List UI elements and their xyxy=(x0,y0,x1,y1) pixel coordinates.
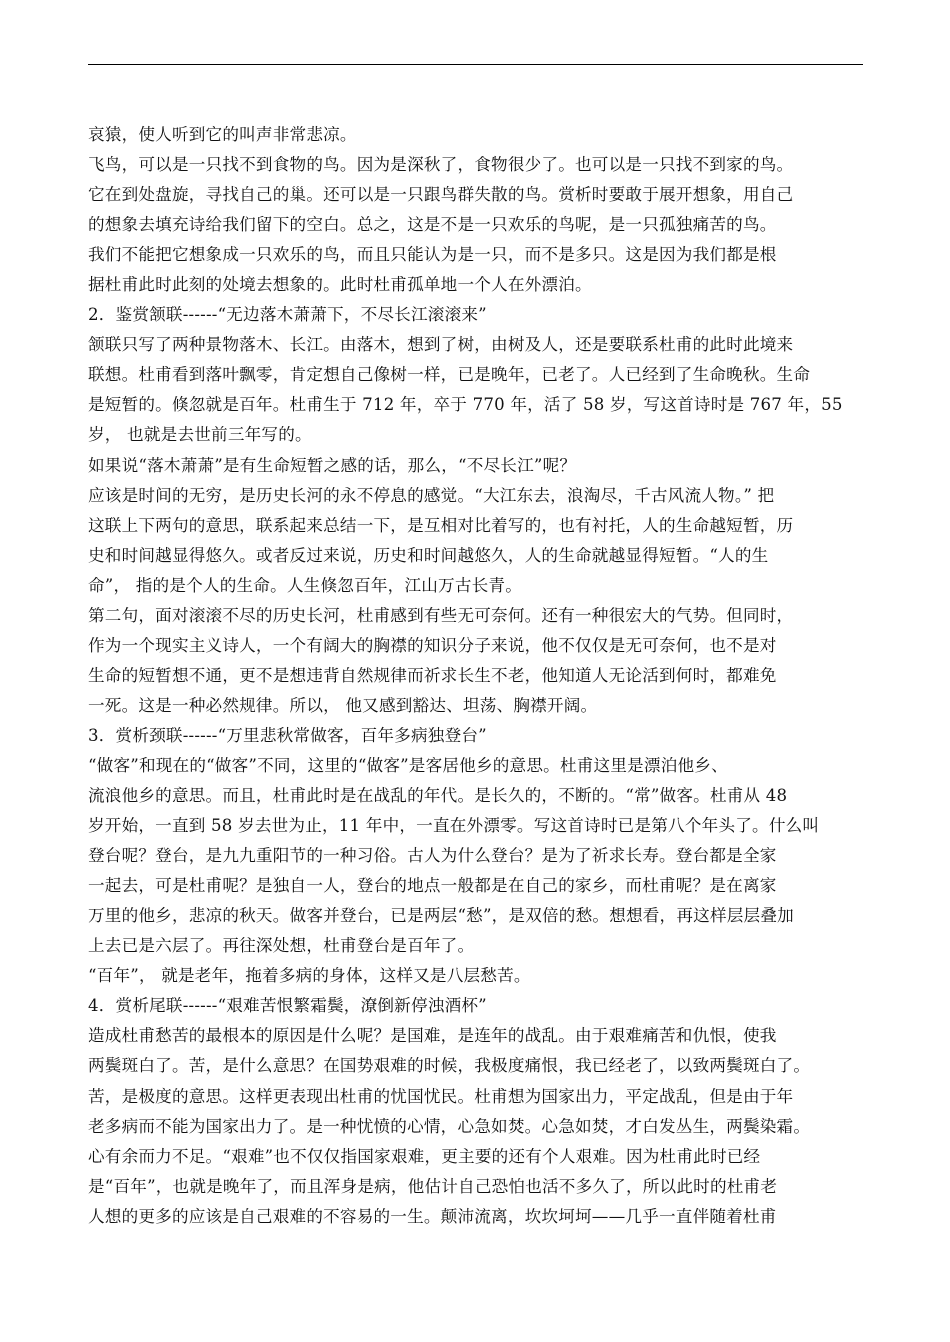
paragraph-flying-bird: 飞鸟，可以是一只找不到食物的鸟。因为是深秋了，食物很少了。也可以是一只找不到家的鸟。 它在到处盘旋，寻找自己的巢。还可以是一只跟鸟群失散的鸟。赏析时要敢于展开想象，用自己 的想象去填充诗给我们留下的空白。总之，这是不是一只欢乐的鸟呢，是一只孤独痛苦的鸟。 我们不能把它想象成一只欢乐的鸟，而且只能认为是一只，而不是多只。这是因为我们都是根 据杜甫此时此刻的处境去想象的。此时杜甫孤单地一个人在外漂泊。 xyxy=(88,155,794,295)
paragraph-time-infinite: 应该是时间的无穷，是历史长河的永不停息的感觉。“大江东去，浪淘尽，千古风流人物。” 把 这联上下两句的意思，联系起来总结一下，是互相对比着写的，也有衬托，人的生命越短暂，历 史和时间越显得悠久。或者反过来说，历史和时间越悠久，人的生命就越显得短暂。“人的生 命”， 指的是个人的生命。人生倏忽百年，江山万古长青。 xyxy=(88,485,794,595)
section-heading-2: 2．鉴赏颔联------“无边落木萧萧下，不尽长江滚滚来” xyxy=(88,305,487,325)
paragraph-zuoke: “做客”和现在的“做客”不同，这里的“做客”是客居他乡的意思。杜甫这里是漂泊他乡、 流浪他乡的意思。而且，杜甫此时是在战乱的年代。是长久的，不断的。“常”做客。杜甫从 48 岁开始，一直到 58 岁去世为止，11 年中，一直在外漂零。写这首诗时已是第八个年头了。什么叫 登台呢？登台，是九九重阳节的一种习俗。古人为什么登台？是为了祈求长寿。登台都是全家 一起去，可是杜甫呢？是独自一人，登台的地点一般都是在自己的家乡，而杜甫呢？是在离家 万里的他乡，悲凉的秋天。做客并登台，已是两层“愁”，是双倍的愁。想想看，再这样层层叠加 上去已是六层了。再往深处想，杜甫登台是百年了。 xyxy=(88,755,820,956)
document-body xyxy=(88,120,863,1232)
section-heading-4: 4．赏析尾联------“艰难苦恨繁霜鬓，潦倒新停浊酒杯” xyxy=(88,996,487,1016)
paragraph-second-line: 第二句，面对滚滚不尽的历史长河，杜甫感到有些无可奈何。还有一种很宏大的气势。但同时， 作为一个现实主义诗人，一个有阔大的胸襟的知识分子来说，他不仅仅是无可奈何，也不是对 生命的短暂想不通，更不是想违背自然规律而祈求长生不老，他知道人无论活到何时，都难免 一死。这是一种必然规律。所以， 他又感到豁达、坦荡、胸襟开阔。 xyxy=(88,605,794,715)
header-rule xyxy=(88,64,863,65)
paragraph-bainian: “百年”， 就是老年，拖着多病的身体，这样又是八层愁苦。 xyxy=(88,966,531,986)
paragraph-weilian: 造成杜甫愁苦的最根本的原因是什么呢？是国难，是连年的战乱。由于艰难痛苦和仇恨，使我 两鬓斑白了。苦，是什么意思？在国势艰难的时候，我极度痛恨，我已经老了，以致两鬓斑白了。 苦，是极度的意思。这样更表现出杜甫的忧国忧民。杜甫想为国家出力，平定战乱，但是由于年 老多病而不能为国家出力了。是一种忧愤的心情，心急如焚。心急如焚，才白发丛生，两鬓染霜。 心有余而力不足。“艰难”也不仅仅指国家艰难，更主要的还有个人艰难。因为杜甫此时已经 是“百年”，也就是晚年了，而且浑身是病，他估计自己恐怕也活不多久了，所以此时的杜甫老 人想的更多的应该是自己艰难的不容易的一生。颠沛流离，坎坎坷坷——几乎一直伴随着杜甫 xyxy=(88,1026,811,1226)
paragraph-question: 如果说“落木萧萧”是有生命短暂之感的话，那么，“不尽长江”呢？ xyxy=(88,455,577,475)
paragraph-sad-ape: 哀猿，使人听到它的叫声非常悲凉。 xyxy=(88,125,357,144)
paragraph-hanlian: 颔联只写了两种景物落木、长江。由落木，想到了树，由树及人，还是要联系杜甫的此时此境来 联想。杜甫看到落叶飘零，肯定想自己像树一样，已是晚年，已老了。人已经到了生命晚秋。生命 是短暂的。倏忽就是百年。杜甫生于 712 年，卒于 770 年，活了 58 岁，写这首诗时是 767 年，55 岁， 也就是去世前三年写的。 xyxy=(88,335,843,445)
section-heading-3: 3．赏析颈联------“万里悲秋常做客，百年多病独登台” xyxy=(88,725,487,745)
